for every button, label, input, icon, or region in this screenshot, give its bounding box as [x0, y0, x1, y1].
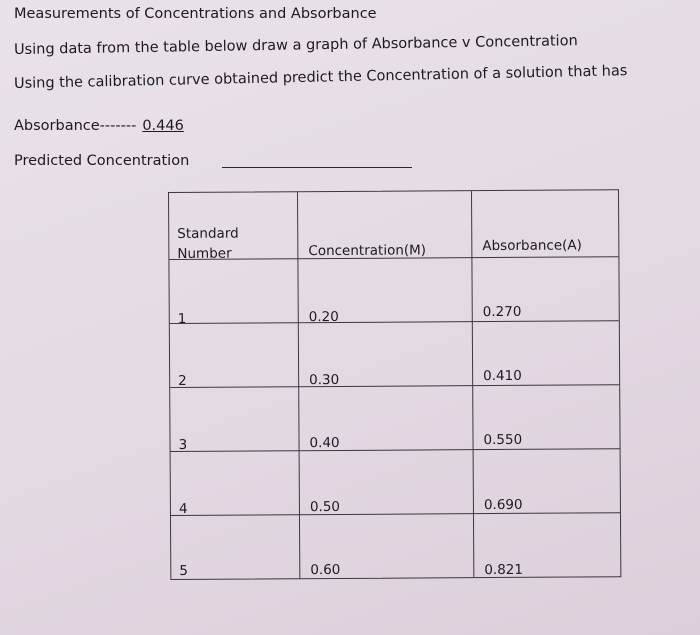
cell-number-5: 5 — [179, 562, 188, 579]
header-concentration: Concentration(M) — [308, 242, 427, 260]
header-standard-line1: Standard — [177, 225, 239, 242]
row-divider — [170, 320, 619, 324]
cell-number-1: 1 — [177, 310, 187, 327]
page-title: Measurements of Concentrations and Absorbance — [14, 6, 377, 22]
predicted-concentration-label: Predicted Concentration — [14, 153, 190, 169]
instruction-graph: Using data from the table below draw a graph of Absorbance v Concentration — [13, 33, 578, 58]
cell-absorbance-5: 0.821 — [484, 561, 524, 579]
cell-absorbance-1: 0.270 — [482, 303, 522, 321]
cell-number-2: 2 — [178, 372, 187, 389]
answer-blank-line — [222, 167, 412, 168]
cell-number-4: 4 — [178, 500, 188, 517]
instruction-predict: Using the calibration curve obtained predict the Concentration of a solution that has — [13, 63, 628, 92]
cell-absorbance-3: 0.550 — [483, 431, 523, 449]
cell-concentration-4: 0.50 — [309, 498, 341, 516]
row-divider — [171, 448, 620, 452]
cell-absorbance-4: 0.690 — [483, 496, 523, 514]
row-divider — [170, 384, 619, 388]
data-table — [168, 189, 621, 580]
cell-concentration-1: 0.20 — [308, 308, 339, 326]
cell-concentration-5: 0.60 — [310, 561, 341, 579]
header-absorbance: Absorbance(A) — [482, 237, 582, 255]
absorbance-row — [14, 118, 184, 134]
absorbance-label: Absorbance------- — [14, 118, 137, 134]
header-standard-line2: Number — [177, 245, 232, 262]
cell-concentration-3: 0.40 — [309, 434, 340, 452]
cell-number-3: 3 — [178, 436, 188, 453]
row-divider — [171, 512, 620, 516]
cell-concentration-2: 0.30 — [309, 371, 340, 389]
cell-absorbance-2: 0.410 — [483, 367, 522, 385]
absorbance-value: 0.446 — [142, 118, 184, 134]
